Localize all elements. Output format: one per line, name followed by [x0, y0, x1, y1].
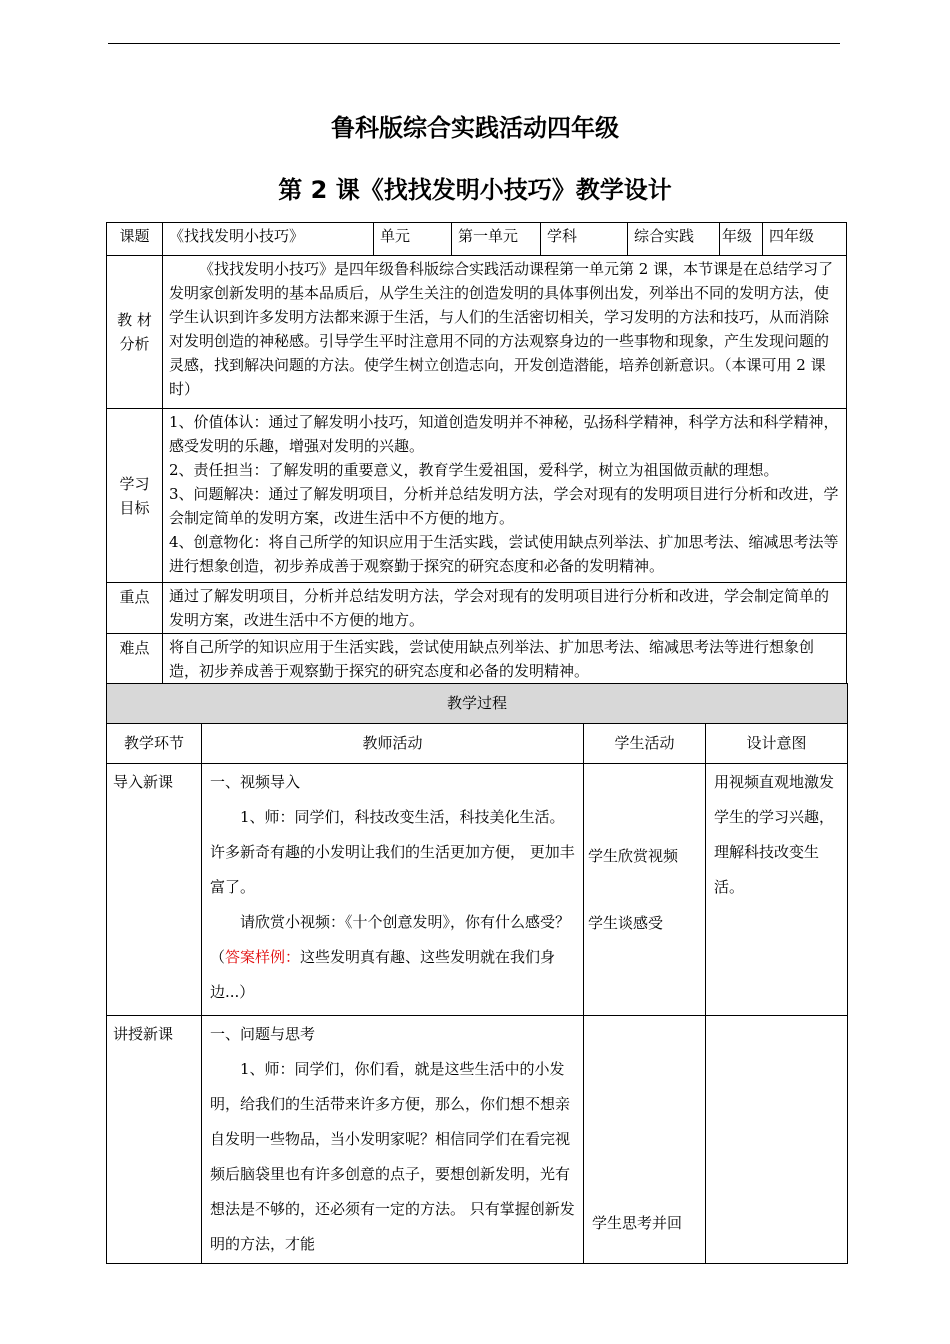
- unit-value: 第一单元: [452, 223, 541, 256]
- analysis-label: 教 材 分析: [107, 256, 163, 409]
- analysis-paragraph: 《找找发明小技巧》是四年级鲁科版综合实践活动课程第一单元第 2 课，本节课是在总结学习了发明家创新发明的基本品质后，从学生关注的创造发明的具体事例出发，列举出不同的发明方法，使学生认识到许多发明方法都来源于生活，与人们的生活密切相关，学习发明的方法和技巧，从而消除对发明创造的神秘感。引导学生平时注意用不同的方法观察身边的一些事物和现象，产生发现问题的灵感，找到解决问题的方法。使学生树立创造志向，开发创造潜能，培养创新意识。（本课可用 2 课时）: [169, 260, 834, 398]
- student-activity-item: 学生谈感受: [588, 913, 664, 932]
- teacher-heading: 一、视频导入: [210, 773, 301, 791]
- stage-intro: 导入新课: [107, 764, 202, 1016]
- question-text: 请欣赏小视频：《十个创意发明》，你有什么感受？（: [210, 913, 571, 966]
- topic-label: 课题: [107, 223, 163, 256]
- process-title: 教学过程: [107, 684, 848, 724]
- goal-item: 3、问题解决：通过了解发明项目，分析并总结发明方法，学会对现有的发明项目进行分析和改进，学会制定简单的发明方案，改进生活中不方便的地方。: [169, 485, 839, 527]
- grade-value: 四年级: [763, 223, 847, 256]
- col-header-teacher: 教师活动: [202, 724, 584, 764]
- teacher-activity-new: [202, 1016, 584, 1264]
- col-header-intent: 设计意图: [706, 724, 848, 764]
- student-activity-new: 学生思考并回: [584, 1016, 706, 1264]
- design-intent-new: [706, 1016, 848, 1264]
- goal-item: 1、价值体认：通过了解发明小技巧，知道创造发明并不神秘，弘扬科学精神，科学方法和科学精神，感受发明的乐趣，增强对发明的兴趣。: [169, 413, 839, 455]
- lesson-title: 第 2 课《找找发明小技巧》教学设计: [278, 176, 672, 204]
- difficulty-text: 将自己所学的知识应用于生活实践，尝试使用缺点列举法、扩加思考法、缩减思考法等进行想象创造，初步养成善于观察勤于探究的研究态度和必备的发明精神。: [163, 634, 847, 685]
- goals-text: [163, 409, 847, 583]
- subject-value: 综合实践: [628, 223, 720, 256]
- teacher-paragraph: 1、师：同学们，科技改变生活，科技美化生活。许多新奇有趣的小发明让我们的生活更加方便， 更加丰富了。: [210, 808, 575, 896]
- goals-label: 学习 目标: [107, 409, 163, 583]
- col-header-student: 学生活动: [584, 724, 706, 764]
- teacher-heading: 一、问题与思考: [210, 1025, 316, 1043]
- student-activity-item: 学生欣赏视频: [588, 846, 679, 865]
- teacher-activity-intro: [202, 764, 584, 1016]
- difficulty-label: 难点: [107, 634, 163, 685]
- teacher-paragraph: [210, 905, 575, 1010]
- design-intent-intro: 用视频直观地激发学生的学习兴趣，理解科技改变生活。: [706, 764, 848, 1016]
- teaching-process-table: [106, 683, 848, 1264]
- answer-sample-text: 这些发明真有趣、这些发明就在我们身边...）: [210, 948, 556, 1001]
- goal-item: 2、责任担当：了解发明的重要意义，教育学生爱祖国，爱科学，树立为祖国做贡献的理想。: [169, 461, 779, 479]
- student-activity-intro: [584, 764, 706, 1016]
- key-point-text: 通过了解发明项目，分析并总结发明方法，学会对现有的发明项目进行分析和改进，学会制定简单的发明方案，改进生活中不方便的地方。: [163, 583, 847, 634]
- answer-sample-label: 答案样例：: [225, 948, 301, 966]
- goal-item: 4、创意物化：将自己所学的知识应用于生活实践，尝试使用缺点列举法、扩加思考法、缩减思考法等进行想象创造，初步养成善于观察勤于探究的研究态度和必备的发明精神。: [169, 533, 839, 575]
- header-rule: [108, 43, 840, 44]
- topic-value: 《找找发明小技巧》: [163, 223, 374, 256]
- analysis-text: [163, 256, 847, 409]
- lesson-info-table: [106, 222, 847, 685]
- grade-label: 年级: [720, 223, 763, 256]
- col-header-stage: 教学环节: [107, 724, 202, 764]
- stage-new-lesson: 讲授新课: [107, 1016, 202, 1264]
- unit-label: 单元: [374, 223, 452, 256]
- teacher-paragraph: 1、师：同学们，你们看，就是这些生活中的小发明，给我们的生活带来许多方便，那么，你们想不想亲自发明一些物品，当小发明家呢？相信同学们在看完视频后脑袋里也有许多创意的点子，要想创新发明，光有想法是不够的，还必须有一定的方法。 只有掌握创新发明的方法，才能: [210, 1060, 575, 1253]
- subject-label: 学科: [541, 223, 628, 256]
- document-title: 鲁科版综合实践活动四年级: [331, 114, 619, 142]
- key-point-label: 重点: [107, 583, 163, 634]
